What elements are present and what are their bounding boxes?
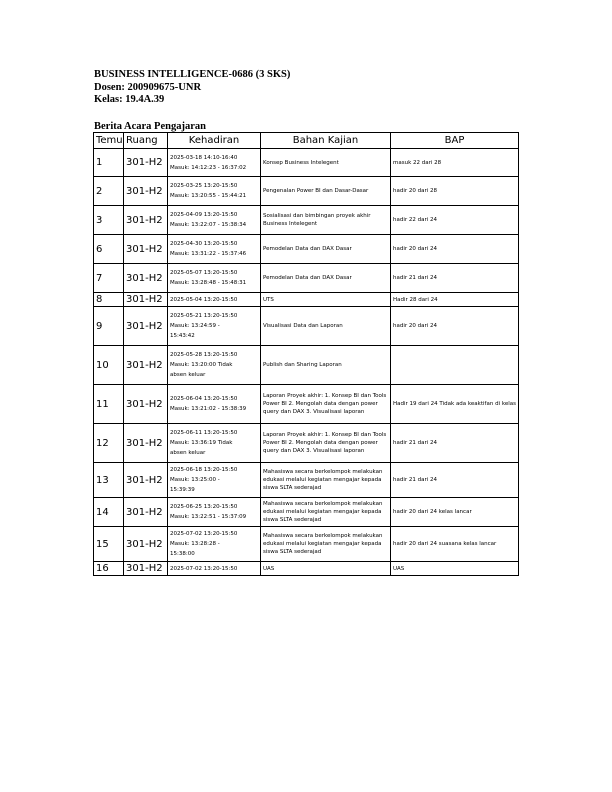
cell-bahan-kajian: Pengenalan Power BI dan Dasar-Dasar — [261, 177, 391, 206]
cell-kehadiran — [168, 293, 261, 307]
kehadiran-line: 2025-06-18 13:20-15:50 — [170, 467, 238, 473]
column-header-bahan-kajian: Bahan Kajian — [261, 133, 391, 149]
cell-ruang: 301-H2 — [124, 527, 168, 562]
kehadiran-line: Masuk: 13:28:48 - 15:48:31 — [170, 280, 247, 286]
kehadiran-line: 2025-04-30 13:20-15:50 — [170, 241, 238, 247]
kehadiran-line: Masuk: 13:24:59 - — [170, 323, 220, 329]
cell-bahan-kajian: Mahasiswa secara berkelompok melakukan edukasi melalui kegiatan mengajar kepada siswa SLTA sederajad — [261, 527, 391, 562]
table-row — [94, 385, 519, 424]
table-row — [94, 149, 519, 177]
cell-bahan-kajian: Pemodelan Data dan DAX Dasar — [261, 235, 391, 264]
kehadiran-line: 2025-05-28 13:20-15:50 — [170, 352, 238, 358]
cell-ruang: 301-H2 — [124, 177, 168, 206]
cell-bahan-kajian: Sosialisasi dan bimbingan proyek akhir Business Intelegent — [261, 206, 391, 235]
cell-bap: hadir 20 dari 28 — [391, 177, 519, 206]
kehadiran-line: 2025-03-18 14:10-16:40 — [170, 154, 238, 161]
cell-kehadiran — [168, 264, 261, 293]
cell-kehadiran — [168, 149, 261, 177]
cell-temu: 2 — [94, 177, 124, 206]
cell-bap: hadir 20 dari 24 suasana kelas lancar — [391, 527, 519, 562]
cell-bap: hadir 21 dari 24 — [391, 264, 519, 293]
column-header-bap: BAP — [391, 133, 519, 149]
lecturer-line: Dosen: 200909675-UNR — [94, 81, 202, 93]
cell-temu: 7 — [94, 264, 124, 293]
table-row — [94, 463, 519, 498]
table-row — [94, 498, 519, 527]
kehadiran-line: Masuk: 13:20:00 Tidak — [170, 362, 233, 368]
kehadiran-line: Masuk: 13:21:02 - 15:38:39 — [170, 406, 247, 412]
cell-bap: masuk 22 dari 28 — [391, 149, 519, 177]
table-row — [94, 206, 519, 235]
cell-temu: 12 — [94, 424, 124, 463]
cell-temu: 8 — [94, 293, 124, 307]
cell-kehadiran — [168, 346, 261, 385]
cell-temu: 6 — [94, 235, 124, 264]
cell-bap — [391, 346, 519, 385]
cell-ruang: 301-H2 — [124, 307, 168, 346]
cell-bahan-kajian: Konsep Business Intelegent — [261, 149, 391, 177]
kehadiran-line: Masuk: 13:28:28 - — [170, 541, 220, 547]
kehadiran-line: 2025-03-25 13:20-15:50 — [170, 183, 238, 189]
cell-ruang: 301-H2 — [124, 498, 168, 527]
cell-kehadiran — [168, 307, 261, 346]
cell-bahan-kajian: Laporan Proyek akhir: 1. Konsep BI dan Tools Power BI 2. Mengolah data dengan power query dan DAX 3. Visualisasi laporan — [261, 424, 391, 463]
cell-kehadiran — [168, 235, 261, 264]
table-row — [94, 346, 519, 385]
cell-bahan-kajian: Pemodelan Data dan DAX Dasar — [261, 264, 391, 293]
table-row — [94, 307, 519, 346]
cell-bap: hadir 21 dari 24 — [391, 424, 519, 463]
section-title: Berita Acara Pengajaran — [94, 121, 206, 132]
table-row — [94, 235, 519, 264]
course-title: BUSINESS INTELLIGENCE-0686 (3 SKS) — [94, 69, 291, 80]
kehadiran-line: Masuk: 13:31:22 - 15:37:46 — [170, 251, 247, 257]
kehadiran-line: 15:39:39 — [170, 487, 195, 493]
cell-kehadiran — [168, 562, 261, 576]
table-row — [94, 424, 519, 463]
table-row — [94, 562, 519, 576]
table-row — [94, 527, 519, 562]
class-line: Kelas: 19.4A.39 — [94, 94, 165, 105]
cell-ruang: 301-H2 — [124, 206, 168, 235]
cell-bap: hadir 20 dari 24 — [391, 307, 519, 346]
cell-kehadiran — [168, 463, 261, 498]
cell-bap: Hadir 19 dari 24 Tidak ada keaktifan di kelas — [391, 385, 519, 424]
kehadiran-line: 15:43:42 — [170, 333, 195, 339]
teaching-record-table — [93, 132, 519, 576]
cell-ruang: 301-H2 — [124, 562, 168, 576]
kehadiran-line: absen keluar — [170, 450, 206, 456]
document-header — [94, 69, 290, 107]
cell-kehadiran — [168, 177, 261, 206]
cell-bahan-kajian: Mahasiswa secara berkelompok melakukan edukasi melalui kegiatan mengajar kepada siswa SLTA sederajad — [261, 463, 391, 498]
cell-ruang: 301-H2 — [124, 424, 168, 463]
kehadiran-line: 2025-05-04 13:20-15:50 — [170, 296, 238, 303]
cell-ruang: 301-H2 — [124, 463, 168, 498]
kehadiran-line: absen keluar — [170, 372, 206, 378]
cell-ruang: 301-H2 — [124, 346, 168, 385]
cell-temu: 11 — [94, 385, 124, 424]
table-row — [94, 293, 519, 307]
cell-bahan-kajian: UAS — [261, 562, 391, 576]
column-header-temu: Temu — [94, 133, 124, 149]
cell-bahan-kajian: Publish dan Sharing Laporan — [261, 346, 391, 385]
cell-bap: hadir 20 dari 24 kelas lancar — [391, 498, 519, 527]
cell-kehadiran — [168, 385, 261, 424]
cell-kehadiran — [168, 206, 261, 235]
kehadiran-line: 2025-06-25 13:20-15:50 — [170, 504, 238, 510]
cell-kehadiran — [168, 527, 261, 562]
cell-ruang: 301-H2 — [124, 264, 168, 293]
cell-ruang: 301-H2 — [124, 293, 168, 307]
kehadiran-line: Masuk: 13:22:51 - 15:37:09 — [170, 514, 247, 520]
kehadiran-line: 2025-06-11 13:20-15:50 — [170, 430, 238, 436]
cell-ruang: 301-H2 — [124, 385, 168, 424]
table-body — [94, 149, 519, 576]
cell-bahan-kajian: Mahasiswa secara berkelompok melakukan edukasi melalui kegiatan mengajar kepada siswa SLTA sederajad — [261, 498, 391, 527]
kehadiran-line: 2025-07-02 13:20-15:50 — [170, 565, 238, 572]
column-header-ruang: Ruang — [124, 133, 168, 149]
cell-temu: 16 — [94, 562, 124, 576]
cell-temu: 13 — [94, 463, 124, 498]
cell-bahan-kajian: Visualisasi Data dan Laporan — [261, 307, 391, 346]
table-row — [94, 264, 519, 293]
kehadiran-line: 2025-07-02 13:20-15:50 — [170, 531, 238, 537]
kehadiran-line: 2025-04-09 13:20-15:50 — [170, 212, 238, 218]
cell-kehadiran — [168, 498, 261, 527]
cell-temu: 1 — [94, 149, 124, 177]
cell-temu: 3 — [94, 206, 124, 235]
cell-temu: 10 — [94, 346, 124, 385]
kehadiran-line: Masuk: 14:12:23 - 16:37:02 — [170, 164, 247, 171]
kehadiran-line: 15:38:00 — [170, 551, 195, 557]
cell-bahan-kajian: Laporan Proyek akhir: 1. Konsep BI dan Tools Power BI 2. Mengolah data dengan power query dan DAX 3. Visualisasi laporan — [261, 385, 391, 424]
cell-temu: 14 — [94, 498, 124, 527]
cell-bap: Hadir 28 dari 24 — [391, 293, 519, 307]
cell-kehadiran — [168, 424, 261, 463]
cell-bap: UAS — [391, 562, 519, 576]
kehadiran-line: Masuk: 13:20:55 - 15:44:21 — [170, 193, 247, 199]
kehadiran-line: 2025-05-07 13:20-15:50 — [170, 270, 238, 276]
kehadiran-line: 2025-06-04 13:20-15:50 — [170, 396, 238, 402]
table-row — [94, 177, 519, 206]
cell-bahan-kajian: UTS — [261, 293, 391, 307]
table-header-row — [94, 133, 519, 149]
cell-bap: hadir 20 dari 24 — [391, 235, 519, 264]
column-header-kehadiran: Kehadiran — [168, 133, 261, 149]
cell-bap: hadir 21 dari 24 — [391, 463, 519, 498]
cell-ruang: 301-H2 — [124, 149, 168, 177]
cell-ruang: 301-H2 — [124, 235, 168, 264]
cell-temu: 9 — [94, 307, 124, 346]
kehadiran-line: Masuk: 13:36:19 Tidak — [170, 440, 233, 446]
kehadiran-line: 2025-05-21 13:20-15:50 — [170, 313, 238, 319]
cell-temu: 15 — [94, 527, 124, 562]
kehadiran-line: Masuk: 13:25:00 - — [170, 477, 220, 483]
kehadiran-line: Masuk: 13:22:07 - 15:38:34 — [170, 222, 247, 228]
cell-bap: hadir 22 dari 24 — [391, 206, 519, 235]
